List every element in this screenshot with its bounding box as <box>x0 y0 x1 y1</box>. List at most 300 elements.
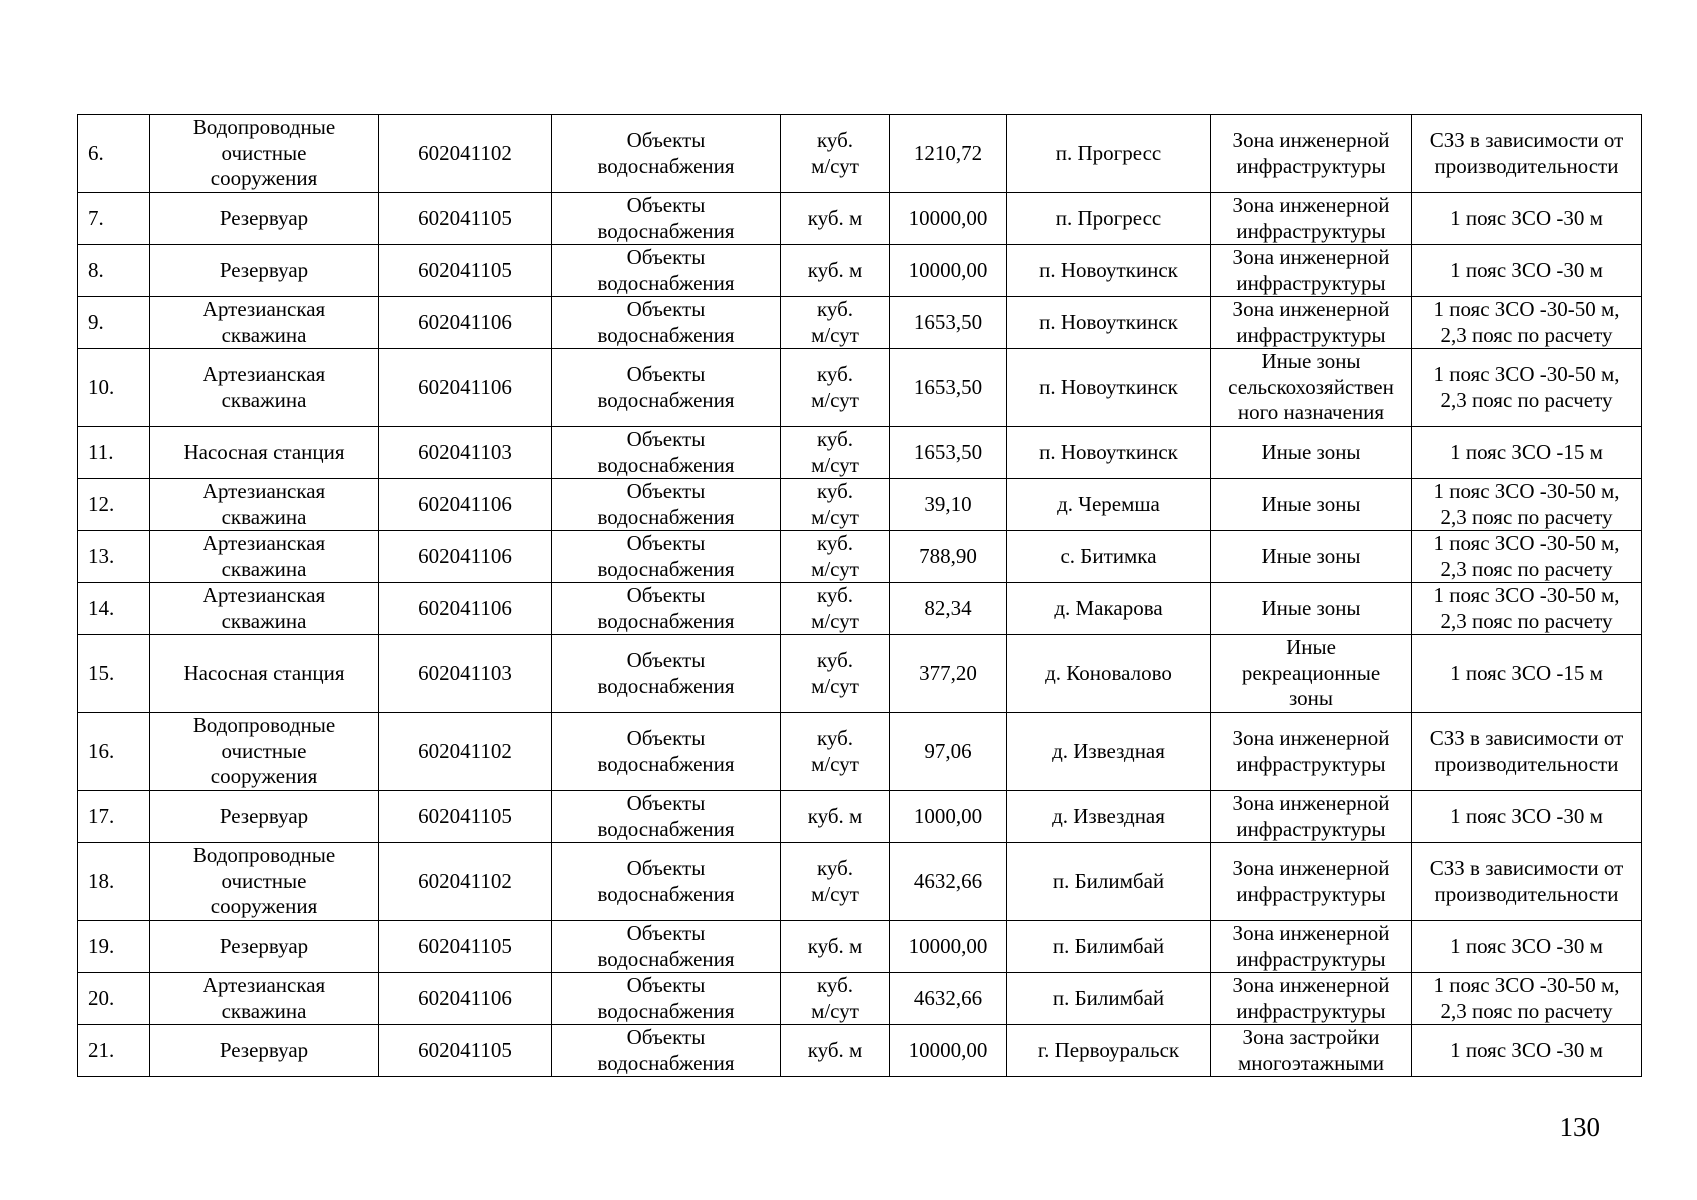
object-code-text: 602041106 <box>418 595 512 620</box>
object-code-cell <box>379 973 552 1025</box>
zone-text: Зона инженерной инфраструктуры <box>1232 921 1390 971</box>
row-number-cell <box>78 921 150 973</box>
location-cell <box>1007 1025 1211 1077</box>
unit-cell <box>781 1025 890 1077</box>
capacity-value-text: 10000,00 <box>908 205 988 230</box>
object-type-text: Объекты водоснабжения <box>597 362 735 412</box>
location-text: п. Билимбай <box>1052 868 1165 893</box>
protection-zone-cell <box>1412 297 1642 349</box>
unit-cell <box>781 713 890 791</box>
protection-zone-text: 1 пояс ЗСО -30-50 м, 2,3 пояс по расчету <box>1433 297 1620 347</box>
location-text: п. Новоуткинск <box>1039 439 1178 464</box>
row-number-text: 20. <box>88 985 115 1010</box>
object-code-cell <box>379 193 552 245</box>
object-type-cell <box>552 245 781 297</box>
object-name-cell <box>150 245 379 297</box>
object-type-cell <box>552 349 781 427</box>
object-name-cell <box>150 635 379 713</box>
row-number-cell <box>78 297 150 349</box>
row-number-cell <box>78 843 150 921</box>
zone-cell <box>1211 635 1412 713</box>
zone-cell <box>1211 713 1412 791</box>
zone-cell <box>1211 193 1412 245</box>
object-code-text: 602041106 <box>418 985 512 1010</box>
row-number-text: 13. <box>88 543 115 568</box>
row-number-cell <box>78 193 150 245</box>
zone-cell <box>1211 427 1412 479</box>
protection-zone-cell <box>1412 713 1642 791</box>
object-type-cell <box>552 531 781 583</box>
object-name-cell <box>150 297 379 349</box>
protection-zone-text: 1 пояс ЗСО -30 м <box>1450 1037 1603 1062</box>
unit-cell <box>781 297 890 349</box>
capacity-value-text: 1210,72 <box>913 140 983 165</box>
unit-text: куб. м/сут <box>811 427 859 477</box>
location-text: п. Билимбай <box>1052 933 1165 958</box>
object-name-text: Артезианская скважина <box>202 583 326 633</box>
location-cell <box>1007 921 1211 973</box>
zone-text: Иные рекреационные зоны <box>1241 635 1381 711</box>
object-type-cell <box>552 583 781 635</box>
object-name-text: Резервуар <box>219 803 309 828</box>
capacity-value-cell <box>890 791 1007 843</box>
object-type-text: Объекты водоснабжения <box>597 648 735 698</box>
capacity-value-text: 4632,66 <box>913 868 983 893</box>
unit-cell <box>781 635 890 713</box>
object-code-cell <box>379 791 552 843</box>
row-number-text: 12. <box>88 491 115 516</box>
object-name-text: Резервуар <box>219 257 309 282</box>
object-type-cell <box>552 791 781 843</box>
capacity-value-cell <box>890 115 1007 193</box>
protection-zone-text: 1 пояс ЗСО -30 м <box>1450 257 1603 282</box>
row-number-cell <box>78 791 150 843</box>
protection-zone-text: 1 пояс ЗСО -30-50 м, 2,3 пояс по расчету <box>1433 479 1620 529</box>
row-number-cell <box>78 245 150 297</box>
capacity-value-cell <box>890 635 1007 713</box>
protection-zone-cell <box>1412 973 1642 1025</box>
object-code-text: 602041106 <box>418 374 512 399</box>
object-type-cell <box>552 115 781 193</box>
zone-cell <box>1211 531 1412 583</box>
object-name-cell <box>150 193 379 245</box>
capacity-value-cell <box>890 245 1007 297</box>
unit-text: куб. м <box>807 933 863 958</box>
unit-cell <box>781 427 890 479</box>
location-text: п. Прогресс <box>1055 205 1162 230</box>
object-name-cell <box>150 349 379 427</box>
capacity-value-text: 1653,50 <box>913 309 983 334</box>
object-name-cell <box>150 583 379 635</box>
zone-cell <box>1211 973 1412 1025</box>
object-name-text: Артезианская скважина <box>202 479 326 529</box>
row-number-cell <box>78 1025 150 1077</box>
unit-text: куб. м/сут <box>811 973 859 1023</box>
capacity-value-text: 1000,00 <box>913 803 983 828</box>
row-number-text: 14. <box>88 595 115 620</box>
object-type-text: Объекты водоснабжения <box>597 193 735 243</box>
zone-cell <box>1211 297 1412 349</box>
table-row <box>78 583 1642 635</box>
unit-text: куб. м <box>807 803 863 828</box>
object-code-text: 602041106 <box>418 309 512 334</box>
table-row <box>78 973 1642 1025</box>
object-code-text: 602041103 <box>418 439 512 464</box>
location-cell <box>1007 349 1211 427</box>
unit-cell <box>781 843 890 921</box>
object-code-text: 602041102 <box>418 738 512 763</box>
object-code-text: 602041105 <box>418 257 512 282</box>
object-name-cell <box>150 531 379 583</box>
object-name-text: Артезианская скважина <box>202 973 326 1023</box>
object-code-cell <box>379 583 552 635</box>
location-cell <box>1007 791 1211 843</box>
row-number-text: 21. <box>88 1037 115 1062</box>
location-text: д. Макарова <box>1054 595 1163 620</box>
table-row <box>78 479 1642 531</box>
object-code-cell <box>379 531 552 583</box>
capacity-value-text: 97,06 <box>924 738 972 763</box>
protection-zone-text: СЗЗ в зависимости от производительности <box>1429 856 1624 906</box>
capacity-value-cell <box>890 297 1007 349</box>
object-type-text: Объекты водоснабжения <box>597 973 735 1023</box>
capacity-value-cell <box>890 713 1007 791</box>
capacity-value-text: 1653,50 <box>913 439 983 464</box>
zone-text: Зона инженерной инфраструктуры <box>1232 128 1390 178</box>
object-type-cell <box>552 193 781 245</box>
capacity-value-cell <box>890 531 1007 583</box>
unit-text: куб. м <box>807 205 863 230</box>
object-type-cell <box>552 843 781 921</box>
object-code-cell <box>379 115 552 193</box>
object-name-cell <box>150 479 379 531</box>
object-type-text: Объекты водоснабжения <box>597 427 735 477</box>
object-code-cell <box>379 635 552 713</box>
table-row <box>78 921 1642 973</box>
location-cell <box>1007 531 1211 583</box>
object-type-cell <box>552 973 781 1025</box>
zone-text: Иные зоны <box>1261 491 1361 516</box>
object-code-cell <box>379 245 552 297</box>
object-name-cell <box>150 973 379 1025</box>
location-text: п. Прогресс <box>1055 140 1162 165</box>
zone-text: Зона инженерной инфраструктуры <box>1232 193 1390 243</box>
location-text: п. Новоуткинск <box>1039 257 1178 282</box>
row-number-cell <box>78 583 150 635</box>
capacity-value-cell <box>890 921 1007 973</box>
unit-cell <box>781 479 890 531</box>
row-number-text: 16. <box>88 738 115 763</box>
zone-cell <box>1211 1025 1412 1077</box>
capacity-value-text: 1653,50 <box>913 374 983 399</box>
row-number-text: 6. <box>88 140 104 165</box>
object-code-text: 602041106 <box>418 491 512 516</box>
object-code-text: 602041105 <box>418 803 512 828</box>
protection-zone-cell <box>1412 349 1642 427</box>
object-code-cell <box>379 349 552 427</box>
zone-text: Иные зоны сельскохозяйствен ного назначения <box>1228 349 1394 425</box>
location-cell <box>1007 479 1211 531</box>
object-code-text: 602041105 <box>418 1037 512 1062</box>
protection-zone-cell <box>1412 635 1642 713</box>
protection-zone-text: 1 пояс ЗСО -30 м <box>1450 803 1603 828</box>
zone-cell <box>1211 115 1412 193</box>
protection-zone-cell <box>1412 531 1642 583</box>
table-row <box>78 245 1642 297</box>
capacity-value-cell <box>890 1025 1007 1077</box>
location-text: д. Черемша <box>1057 491 1160 516</box>
object-name-text: Артезианская скважина <box>202 362 326 412</box>
unit-text: куб. м/сут <box>811 362 859 412</box>
page-number: 130 <box>1559 1112 1600 1142</box>
location-cell <box>1007 635 1211 713</box>
object-type-text: Объекты водоснабжения <box>597 531 735 581</box>
row-number-text: 15. <box>88 660 115 685</box>
object-name-cell <box>150 791 379 843</box>
capacity-value-text: 10000,00 <box>908 257 988 282</box>
object-type-cell <box>552 297 781 349</box>
protection-zone-text: 1 пояс ЗСО -30 м <box>1450 933 1603 958</box>
zone-cell <box>1211 843 1412 921</box>
capacity-value-text: 4632,66 <box>913 985 983 1010</box>
object-type-cell <box>552 427 781 479</box>
location-cell <box>1007 843 1211 921</box>
row-number-text: 11. <box>88 439 114 464</box>
object-code-text: 602041103 <box>418 660 512 685</box>
row-number-text: 18. <box>88 868 115 893</box>
object-code-cell <box>379 713 552 791</box>
protection-zone-text: 1 пояс ЗСО -15 м <box>1450 660 1603 685</box>
unit-cell <box>781 193 890 245</box>
row-number-text: 19. <box>88 933 115 958</box>
row-number-cell <box>78 973 150 1025</box>
table-row <box>78 193 1642 245</box>
zone-cell <box>1211 791 1412 843</box>
protection-zone-cell <box>1412 115 1642 193</box>
object-type-text: Объекты водоснабжения <box>597 1025 735 1075</box>
table-row <box>78 427 1642 479</box>
capacity-value-text: 10000,00 <box>908 933 988 958</box>
object-name-text: Резервуар <box>219 1037 309 1062</box>
zone-text: Зона инженерной инфраструктуры <box>1232 297 1390 347</box>
object-code-text: 602041102 <box>418 140 512 165</box>
table-row <box>78 297 1642 349</box>
object-type-cell <box>552 921 781 973</box>
row-number-text: 17. <box>88 803 115 828</box>
capacity-value-cell <box>890 427 1007 479</box>
capacity-value-cell <box>890 973 1007 1025</box>
object-code-cell <box>379 1025 552 1077</box>
object-code-text: 602041105 <box>418 933 512 958</box>
row-number-cell <box>78 115 150 193</box>
object-type-text: Объекты водоснабжения <box>597 128 735 178</box>
object-name-text: Резервуар <box>219 205 309 230</box>
row-number-text: 9. <box>88 309 104 334</box>
protection-zone-text: 1 пояс ЗСО -15 м <box>1450 439 1603 464</box>
location-text: с. Битимка <box>1060 543 1157 568</box>
row-number-cell <box>78 531 150 583</box>
unit-text: куб. м/сут <box>811 297 859 347</box>
facilities-table <box>77 114 1642 1077</box>
object-type-cell <box>552 635 781 713</box>
unit-cell <box>781 791 890 843</box>
object-type-cell <box>552 479 781 531</box>
unit-text: куб. м/сут <box>811 583 859 633</box>
object-code-cell <box>379 297 552 349</box>
object-code-text: 602041106 <box>418 543 512 568</box>
location-cell <box>1007 193 1211 245</box>
table-row <box>78 531 1642 583</box>
location-cell <box>1007 583 1211 635</box>
unit-cell <box>781 531 890 583</box>
table-row <box>78 115 1642 193</box>
unit-text: куб. м/сут <box>811 479 859 529</box>
protection-zone-cell <box>1412 583 1642 635</box>
location-text: д. Коновалово <box>1045 660 1172 685</box>
object-name-cell <box>150 843 379 921</box>
object-type-text: Объекты водоснабжения <box>597 791 735 841</box>
unit-text: куб. м <box>807 257 863 282</box>
object-code-cell <box>379 921 552 973</box>
object-name-cell <box>150 1025 379 1077</box>
location-text: д. Извездная <box>1052 803 1165 828</box>
location-text: д. Извездная <box>1052 738 1165 763</box>
protection-zone-cell <box>1412 193 1642 245</box>
object-type-cell <box>552 1025 781 1077</box>
object-name-cell <box>150 713 379 791</box>
location-cell <box>1007 245 1211 297</box>
zone-text: Зона застройки многоэтажными <box>1237 1025 1385 1075</box>
zone-cell <box>1211 921 1412 973</box>
protection-zone-text: СЗЗ в зависимости от производительности <box>1429 128 1624 178</box>
capacity-value-text: 377,20 <box>919 660 977 685</box>
unit-text: куб. м/сут <box>811 856 859 906</box>
object-name-text: Водопроводные очистные сооружения <box>192 115 336 191</box>
table-row <box>78 635 1642 713</box>
object-type-text: Объекты водоснабжения <box>597 726 735 776</box>
protection-zone-cell <box>1412 427 1642 479</box>
object-name-text: Резервуар <box>219 933 309 958</box>
row-number-cell <box>78 635 150 713</box>
object-code-text: 602041102 <box>418 868 512 893</box>
unit-cell <box>781 973 890 1025</box>
zone-cell <box>1211 583 1412 635</box>
object-name-cell <box>150 427 379 479</box>
object-type-text: Объекты водоснабжения <box>597 583 735 633</box>
object-name-text: Насосная станция <box>183 439 345 464</box>
capacity-value-cell <box>890 193 1007 245</box>
object-name-cell <box>150 115 379 193</box>
zone-text: Зона инженерной инфраструктуры <box>1232 245 1390 295</box>
zone-text: Зона инженерной инфраструктуры <box>1232 726 1390 776</box>
zone-text: Иные зоны <box>1261 439 1361 464</box>
zone-cell <box>1211 479 1412 531</box>
protection-zone-text: 1 пояс ЗСО -30-50 м, 2,3 пояс по расчету <box>1433 531 1620 581</box>
protection-zone-text: СЗЗ в зависимости от производительности <box>1429 726 1624 776</box>
table-row <box>78 843 1642 921</box>
protection-zone-text: 1 пояс ЗСО -30 м <box>1450 205 1603 230</box>
table-row <box>78 791 1642 843</box>
capacity-value-cell <box>890 843 1007 921</box>
protection-zone-cell <box>1412 479 1642 531</box>
capacity-value-cell <box>890 583 1007 635</box>
location-text: п. Новоуткинск <box>1039 309 1178 334</box>
location-cell <box>1007 297 1211 349</box>
object-name-text: Артезианская скважина <box>202 297 326 347</box>
location-cell <box>1007 427 1211 479</box>
capacity-value-text: 788,90 <box>919 543 977 568</box>
unit-cell <box>781 583 890 635</box>
object-name-text: Водопроводные очистные сооружения <box>192 713 336 789</box>
object-type-cell <box>552 713 781 791</box>
protection-zone-text: 1 пояс ЗСО -30-50 м, 2,3 пояс по расчету <box>1433 362 1620 412</box>
capacity-value-cell <box>890 479 1007 531</box>
protection-zone-cell <box>1412 921 1642 973</box>
unit-cell <box>781 349 890 427</box>
object-name-text: Водопроводные очистные сооружения <box>192 843 336 919</box>
table-row <box>78 1025 1642 1077</box>
protection-zone-text: 1 пояс ЗСО -30-50 м, 2,3 пояс по расчету <box>1433 973 1620 1023</box>
row-number-cell <box>78 427 150 479</box>
object-type-text: Объекты водоснабжения <box>597 245 735 295</box>
protection-zone-cell <box>1412 843 1642 921</box>
unit-cell <box>781 115 890 193</box>
zone-text: Иные зоны <box>1261 543 1361 568</box>
row-number-text: 7. <box>88 205 104 230</box>
zone-text: Зона инженерной инфраструктуры <box>1232 973 1390 1023</box>
object-code-cell <box>379 427 552 479</box>
table-row <box>78 349 1642 427</box>
protection-zone-cell <box>1412 1025 1642 1077</box>
unit-cell <box>781 921 890 973</box>
capacity-value-text: 82,34 <box>924 595 972 620</box>
object-code-cell <box>379 479 552 531</box>
capacity-value-text: 10000,00 <box>908 1037 988 1062</box>
row-number-cell <box>78 349 150 427</box>
unit-text: куб. м/сут <box>811 648 859 698</box>
location-text: г. Первоуральск <box>1037 1037 1180 1062</box>
object-type-text: Объекты водоснабжения <box>597 479 735 529</box>
location-cell <box>1007 713 1211 791</box>
zone-text: Зона инженерной инфраструктуры <box>1232 856 1390 906</box>
zone-text: Зона инженерной инфраструктуры <box>1232 791 1390 841</box>
object-code-text: 602041105 <box>418 205 512 230</box>
capacity-value-text: 39,10 <box>924 491 972 516</box>
protection-zone-cell <box>1412 245 1642 297</box>
location-cell <box>1007 973 1211 1025</box>
object-type-text: Объекты водоснабжения <box>597 856 735 906</box>
object-type-text: Объекты водоснабжения <box>597 921 735 971</box>
unit-text: куб. м/сут <box>811 726 859 776</box>
table-row <box>78 713 1642 791</box>
row-number-cell <box>78 479 150 531</box>
unit-text: куб. м/сут <box>811 128 859 178</box>
object-type-text: Объекты водоснабжения <box>597 297 735 347</box>
protection-zone-cell <box>1412 791 1642 843</box>
row-number-cell <box>78 713 150 791</box>
object-name-text: Насосная станция <box>183 660 345 685</box>
location-text: п. Новоуткинск <box>1039 374 1178 399</box>
zone-cell <box>1211 349 1412 427</box>
object-code-cell <box>379 843 552 921</box>
unit-cell <box>781 245 890 297</box>
unit-text: куб. м <box>807 1037 863 1062</box>
row-number-text: 8. <box>88 257 104 282</box>
unit-text: куб. м/сут <box>811 531 859 581</box>
object-name-cell <box>150 921 379 973</box>
row-number-text: 10. <box>88 374 115 399</box>
location-cell <box>1007 115 1211 193</box>
